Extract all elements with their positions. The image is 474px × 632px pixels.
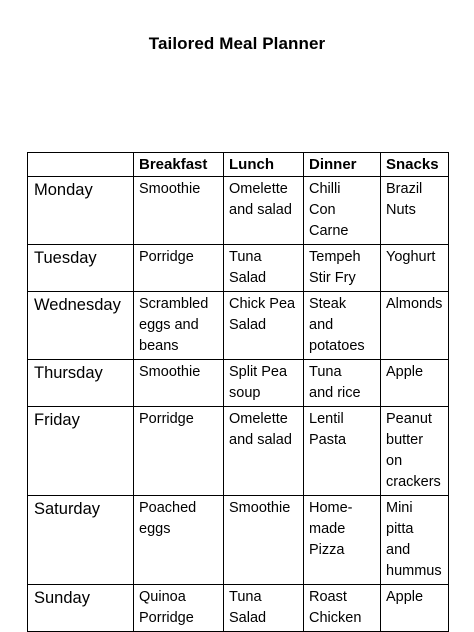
cell-text-line: Peanut bbox=[386, 411, 432, 427]
cell-text-line: Porridge bbox=[139, 610, 194, 626]
cell-text-line: Steak bbox=[309, 296, 347, 312]
dinner-cell bbox=[304, 407, 381, 496]
cell-text-line: Nuts bbox=[386, 202, 416, 218]
cell-text-line: Pasta bbox=[309, 432, 347, 448]
cell-text-line: Mini bbox=[386, 500, 413, 516]
cell-text-line: potatoes bbox=[309, 338, 365, 354]
dinner-cell bbox=[304, 245, 381, 292]
cell-text-line: Omelette bbox=[229, 181, 288, 197]
cell-text-line: on bbox=[386, 453, 403, 469]
lunch-cell bbox=[224, 292, 304, 360]
cell-text-line: and rice bbox=[309, 385, 361, 401]
table-row bbox=[28, 245, 449, 292]
dinner-cell bbox=[304, 496, 381, 585]
snacks-cell bbox=[381, 245, 449, 292]
cell-text-line: Porridge bbox=[139, 411, 194, 427]
snacks-cell bbox=[381, 496, 449, 585]
cell-text-line: Salad bbox=[229, 270, 267, 286]
cell-text-line: Split Pea bbox=[229, 364, 288, 380]
cell-text-line: Roast bbox=[309, 589, 347, 605]
cell-text-line: Omelette bbox=[229, 411, 288, 427]
breakfast-cell bbox=[134, 585, 224, 632]
breakfast-cell bbox=[134, 245, 224, 292]
day-cell: Thursday bbox=[28, 360, 134, 407]
dinner-cell bbox=[304, 292, 381, 360]
cell-text-line: soup bbox=[229, 385, 261, 401]
page-title: Tailored Meal Planner bbox=[148, 34, 326, 53]
table-row bbox=[28, 292, 449, 360]
snacks-cell bbox=[381, 585, 449, 632]
snacks-cell bbox=[381, 407, 449, 496]
cell-text-line: Yoghurt bbox=[386, 249, 436, 265]
cell-text-line: hummus bbox=[386, 563, 442, 579]
cell-text-line: Salad bbox=[229, 317, 267, 333]
cell-text-line: Tempeh bbox=[309, 249, 361, 265]
cell-text-line: Apple bbox=[386, 364, 424, 380]
breakfast-cell bbox=[134, 177, 224, 245]
table-row bbox=[28, 585, 449, 632]
cell-text-line: Chilli bbox=[309, 181, 341, 197]
cell-text-line: and bbox=[386, 542, 411, 558]
snacks-cell bbox=[381, 292, 449, 360]
cell-text-line: Brazil bbox=[386, 181, 423, 197]
lunch-cell bbox=[224, 407, 304, 496]
day-cell: Wednesday bbox=[28, 292, 134, 360]
table-row bbox=[28, 177, 449, 245]
cell-text-line: Poached bbox=[139, 500, 197, 516]
cell-text-line: and salad bbox=[229, 202, 292, 218]
breakfast-cell bbox=[134, 496, 224, 585]
cell-text-line: Chick Pea bbox=[229, 296, 296, 312]
lunch-cell bbox=[224, 496, 304, 585]
dinner-cell bbox=[304, 585, 381, 632]
header-corner bbox=[28, 153, 134, 177]
table-row bbox=[28, 407, 449, 496]
dinner-cell bbox=[304, 360, 381, 407]
table-row bbox=[28, 360, 449, 407]
cell-text-line: Chicken bbox=[309, 610, 362, 626]
header-dinner: Dinner bbox=[304, 153, 381, 177]
snacks-cell bbox=[381, 177, 449, 245]
cell-text-line: butter bbox=[386, 432, 424, 448]
day-cell: Monday bbox=[28, 177, 134, 245]
cell-text-line: Stir Fry bbox=[309, 270, 356, 286]
breakfast-cell bbox=[134, 407, 224, 496]
cell-text-line: Carne bbox=[309, 223, 349, 239]
header-snacks: Snacks bbox=[381, 153, 449, 177]
header-lunch: Lunch bbox=[224, 153, 304, 177]
cell-text-line: Quinoa bbox=[139, 589, 186, 605]
cell-text-line: Smoothie bbox=[229, 500, 291, 516]
header-row bbox=[28, 153, 449, 177]
cell-text-line: Pizza bbox=[309, 542, 345, 558]
day-cell: Sunday bbox=[28, 585, 134, 632]
breakfast-cell bbox=[134, 292, 224, 360]
planner-body bbox=[28, 177, 449, 632]
lunch-cell bbox=[224, 245, 304, 292]
breakfast-cell bbox=[134, 360, 224, 407]
cell-text-line: Smoothie bbox=[139, 364, 201, 380]
cell-text-line: eggs bbox=[139, 521, 171, 537]
day-cell: Tuesday bbox=[28, 245, 134, 292]
cell-text-line: Lentil bbox=[309, 411, 344, 427]
table-row bbox=[28, 496, 449, 585]
cell-text-line: Apple bbox=[386, 589, 424, 605]
cell-text-line: eggs and bbox=[139, 317, 199, 333]
snacks-cell bbox=[381, 360, 449, 407]
lunch-cell bbox=[224, 177, 304, 245]
cell-text-line: and bbox=[309, 317, 334, 333]
cell-text-line: Home- bbox=[309, 500, 353, 516]
dinner-cell bbox=[304, 177, 381, 245]
lunch-cell bbox=[224, 360, 304, 407]
cell-text-line: Tuna bbox=[309, 364, 342, 380]
day-cell: Saturday bbox=[28, 496, 134, 585]
cell-text-line: crackers bbox=[386, 474, 441, 490]
cell-text-line: Scrambled bbox=[139, 296, 209, 312]
cell-text-line: and salad bbox=[229, 432, 292, 448]
header-breakfast: Breakfast bbox=[134, 153, 224, 177]
meal-planner-table bbox=[27, 152, 449, 632]
cell-text-line: Porridge bbox=[139, 249, 194, 265]
cell-text-line: Con bbox=[309, 202, 336, 218]
day-cell: Friday bbox=[28, 407, 134, 496]
cell-text-line: Tuna bbox=[229, 589, 262, 605]
cell-text-line: Almonds bbox=[386, 296, 443, 312]
cell-text-line: beans bbox=[139, 338, 179, 354]
cell-text-line: Salad bbox=[229, 610, 267, 626]
cell-text-line: Smoothie bbox=[139, 181, 201, 197]
cell-text-line: Tuna bbox=[229, 249, 262, 265]
cell-text-line: made bbox=[309, 521, 346, 537]
cell-text-line: pitta bbox=[386, 521, 414, 537]
lunch-cell bbox=[224, 585, 304, 632]
